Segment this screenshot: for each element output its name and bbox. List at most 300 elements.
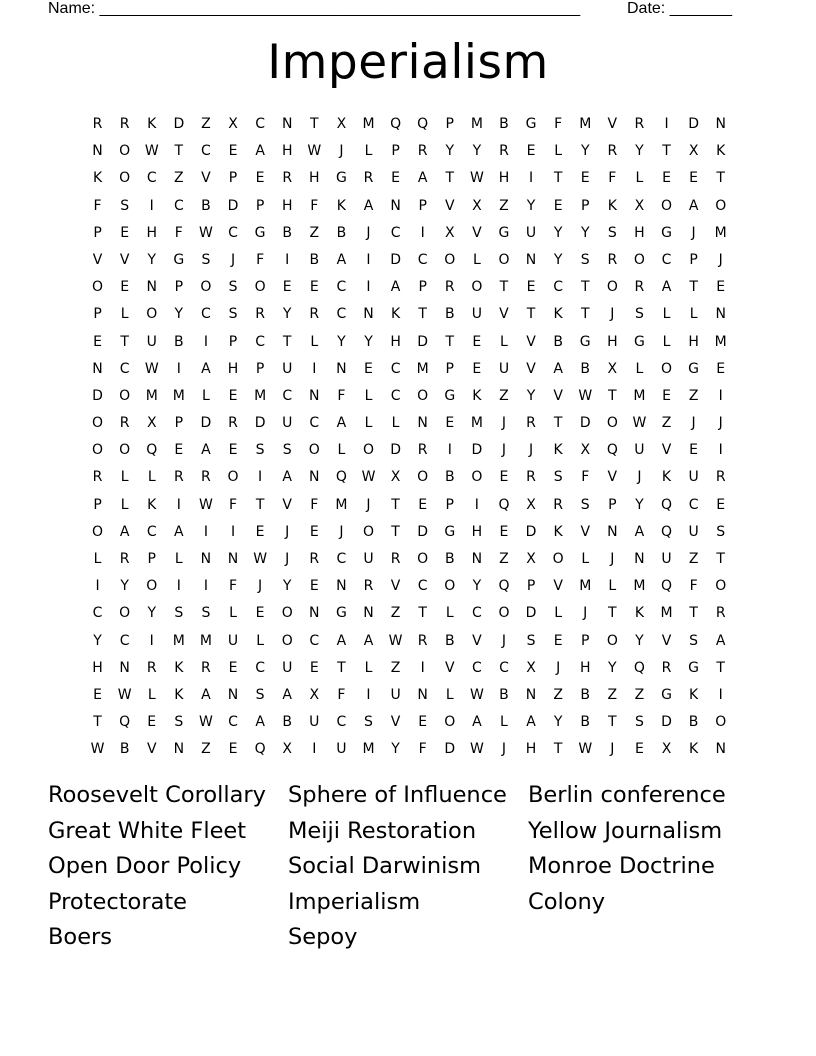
grid-letter[interactable]: O xyxy=(417,469,429,486)
grid-letter[interactable]: N xyxy=(634,551,645,567)
grid-letter[interactable]: U xyxy=(282,659,293,676)
grid-letter[interactable]: Y xyxy=(445,143,455,160)
grid-letter[interactable]: E xyxy=(255,605,265,622)
grid-letter[interactable]: D xyxy=(579,415,591,432)
grid-letter[interactable]: T xyxy=(553,170,563,187)
grid-letter[interactable]: C xyxy=(146,523,157,540)
grid-letter[interactable]: E xyxy=(120,279,130,296)
grid-letter[interactable]: H xyxy=(92,659,103,676)
grid-letter[interactable]: Z xyxy=(688,551,699,567)
grid-letter[interactable]: P xyxy=(445,360,454,377)
grid-letter[interactable]: H xyxy=(634,224,645,241)
grid-letter[interactable]: L xyxy=(337,442,346,459)
grid-letter[interactable]: J xyxy=(691,224,696,241)
grid-letter[interactable]: E xyxy=(228,741,238,758)
grid-letter[interactable]: Y xyxy=(120,578,129,595)
grid-letter[interactable]: Y xyxy=(147,605,157,622)
grid-letter[interactable]: H xyxy=(525,741,537,758)
grid-letter[interactable]: G xyxy=(579,333,591,350)
grid-letter[interactable]: H xyxy=(146,224,157,241)
grid-letter[interactable]: O xyxy=(444,251,456,268)
grid-letter[interactable]: A xyxy=(634,523,645,540)
grid-letter[interactable]: S xyxy=(580,251,590,268)
grid-letter[interactable]: O xyxy=(227,469,239,486)
grid-letter[interactable]: F xyxy=(608,170,617,187)
grid-letter[interactable]: Y xyxy=(580,224,590,241)
grid-letter[interactable]: O xyxy=(606,415,618,432)
grid-letter[interactable]: O xyxy=(281,605,293,622)
grid-letter[interactable]: A xyxy=(255,143,265,160)
grid-letter[interactable]: O xyxy=(661,197,673,214)
grid-letter[interactable]: J xyxy=(718,251,723,268)
grid-letter[interactable]: Y xyxy=(553,224,563,241)
grid-letter[interactable]: Y xyxy=(174,306,184,323)
grid-letter[interactable]: M xyxy=(470,116,483,132)
grid-letter[interactable]: F xyxy=(310,197,319,214)
grid-letter[interactable]: V xyxy=(444,659,455,676)
grid-letter[interactable]: Q xyxy=(633,659,645,676)
grid-letter[interactable]: I xyxy=(176,578,181,595)
grid-letter[interactable]: O xyxy=(498,251,510,268)
grid-letter[interactable]: O xyxy=(92,415,104,432)
grid-letter[interactable]: V xyxy=(92,251,103,268)
grid-letter[interactable]: O xyxy=(119,605,131,622)
grid-letter[interactable]: N xyxy=(92,360,103,377)
grid-letter[interactable]: T xyxy=(391,496,400,513)
grid-letter[interactable]: A xyxy=(282,686,292,703)
grid-letter[interactable]: M xyxy=(579,116,592,132)
grid-letter[interactable]: C xyxy=(92,605,103,622)
grid-letter[interactable]: S xyxy=(716,523,726,540)
grid-letter[interactable]: E xyxy=(553,632,563,649)
grid-letter[interactable]: T xyxy=(553,415,563,432)
grid-letter[interactable]: L xyxy=(472,251,481,268)
grid-letter[interactable]: D xyxy=(471,442,483,459)
grid-letter[interactable]: D xyxy=(92,387,103,404)
grid-letter[interactable]: M xyxy=(714,333,727,350)
grid-letter[interactable]: L xyxy=(608,578,617,595)
grid-letter[interactable]: N xyxy=(607,523,618,540)
grid-letter[interactable]: S xyxy=(689,632,699,649)
grid-letter[interactable]: P xyxy=(581,197,590,214)
grid-letter[interactable]: P xyxy=(418,197,427,214)
grid-letter[interactable]: V xyxy=(607,116,618,132)
grid-letter[interactable]: C xyxy=(173,197,184,214)
grid-letter[interactable]: T xyxy=(580,306,590,323)
grid-letter[interactable]: U xyxy=(498,360,510,377)
grid-letter[interactable]: B xyxy=(444,469,455,486)
grid-letter[interactable]: N xyxy=(336,360,347,377)
grid-letter[interactable]: O xyxy=(119,387,131,404)
grid-letter[interactable]: X xyxy=(336,116,347,132)
grid-letter[interactable]: H xyxy=(281,143,293,160)
grid-letter[interactable]: T xyxy=(174,143,184,160)
grid-letter[interactable]: C xyxy=(336,279,347,296)
grid-letter[interactable]: H xyxy=(579,659,591,676)
grid-letter[interactable]: G xyxy=(688,659,700,676)
grid-letter[interactable]: S xyxy=(174,714,184,731)
grid-letter[interactable]: R xyxy=(634,279,645,296)
grid-letter[interactable]: V xyxy=(553,387,563,404)
grid-letter[interactable]: O xyxy=(362,442,374,459)
grid-letter[interactable]: O xyxy=(92,279,104,296)
grid-letter[interactable]: R xyxy=(92,116,103,132)
grid-letter[interactable]: H xyxy=(471,523,483,540)
grid-letter[interactable]: T xyxy=(716,551,725,567)
grid-letter[interactable]: Q xyxy=(661,578,673,595)
grid-letter[interactable]: Y xyxy=(282,578,292,595)
grid-letter[interactable]: M xyxy=(362,741,375,758)
grid-letter[interactable]: W xyxy=(199,496,213,513)
grid-letter[interactable]: R xyxy=(499,143,509,160)
grid-letter[interactable]: D xyxy=(227,197,239,214)
grid-letter[interactable]: K xyxy=(689,686,699,703)
grid-letter[interactable]: C xyxy=(309,415,320,432)
grid-letter[interactable]: C xyxy=(146,170,157,187)
grid-letter[interactable]: Z xyxy=(499,551,509,567)
grid-letter[interactable]: L xyxy=(689,306,698,323)
grid-letter[interactable]: R xyxy=(363,578,374,595)
grid-letter[interactable]: E xyxy=(282,279,292,296)
grid-letter[interactable]: S xyxy=(364,714,373,731)
grid-letter[interactable]: A xyxy=(553,360,563,377)
grid-letter[interactable]: H xyxy=(227,360,239,377)
grid-letter[interactable]: P xyxy=(93,496,102,513)
grid-letter[interactable]: Q xyxy=(390,116,402,132)
grid-letter[interactable]: E xyxy=(499,523,509,540)
grid-letter[interactable]: T xyxy=(120,333,129,350)
grid-letter[interactable]: Z xyxy=(553,686,563,703)
grid-letter[interactable]: R xyxy=(309,551,320,567)
grid-letter[interactable]: E xyxy=(309,578,319,595)
grid-letter[interactable]: N xyxy=(309,469,320,486)
grid-letter[interactable]: X xyxy=(688,143,699,160)
grid-letter[interactable]: G xyxy=(661,224,672,241)
grid-letter[interactable]: O xyxy=(417,387,429,404)
grid-letter[interactable]: Z xyxy=(201,116,211,132)
grid-letter[interactable]: J xyxy=(718,415,723,432)
grid-letter[interactable]: M xyxy=(416,360,429,377)
grid-letter[interactable]: O xyxy=(308,442,320,459)
grid-letter[interactable]: E xyxy=(634,741,644,758)
grid-letter[interactable]: U xyxy=(661,551,672,567)
grid-letter[interactable]: O xyxy=(606,632,618,649)
grid-letter[interactable]: J xyxy=(339,523,344,540)
grid-letter[interactable]: R xyxy=(119,116,130,132)
grid-letter[interactable]: E xyxy=(147,714,157,731)
grid-letter[interactable]: A xyxy=(255,714,265,731)
grid-letter[interactable]: L xyxy=(310,333,319,350)
grid-letter[interactable]: V xyxy=(444,197,455,214)
grid-letter[interactable]: E xyxy=(309,659,319,676)
grid-letter[interactable]: K xyxy=(634,605,645,622)
grid-letter[interactable]: E xyxy=(228,442,238,459)
grid-letter[interactable]: I xyxy=(420,659,425,676)
grid-letter[interactable]: T xyxy=(716,659,725,676)
grid-letter[interactable]: S xyxy=(174,605,184,622)
grid-letter[interactable]: B xyxy=(201,197,211,214)
grid-letter[interactable]: R xyxy=(390,551,401,567)
grid-letter[interactable]: W xyxy=(117,686,132,703)
grid-letter[interactable]: J xyxy=(258,578,263,595)
grid-letter[interactable]: B xyxy=(444,551,455,567)
grid-letter[interactable]: D xyxy=(444,741,456,758)
grid-letter[interactable]: Y xyxy=(608,659,617,676)
grid-letter[interactable]: H xyxy=(390,333,401,350)
grid-letter[interactable]: C xyxy=(553,279,564,296)
grid-letter[interactable]: A xyxy=(417,170,428,187)
grid-letter[interactable]: I xyxy=(149,632,154,649)
grid-letter[interactable]: T xyxy=(580,279,590,296)
grid-letter[interactable]: W xyxy=(144,360,159,377)
grid-letter[interactable]: X xyxy=(472,197,482,214)
grid-letter[interactable]: L xyxy=(364,143,373,160)
grid-letter[interactable]: T xyxy=(689,605,698,622)
grid-letter[interactable]: D xyxy=(173,116,185,132)
grid-letter[interactable]: C xyxy=(417,578,428,595)
grid-letter[interactable]: I xyxy=(528,170,534,187)
grid-letter[interactable]: B xyxy=(553,333,563,350)
grid-letter[interactable]: X xyxy=(607,360,618,377)
grid-letter[interactable]: N xyxy=(227,551,239,567)
grid-letter[interactable]: F xyxy=(174,224,183,241)
grid-letter[interactable]: Y xyxy=(635,143,644,160)
grid-letter[interactable]: P xyxy=(526,578,536,595)
grid-letter[interactable]: K xyxy=(553,523,563,540)
grid-letter[interactable]: W xyxy=(144,143,159,160)
grid-letter[interactable]: A xyxy=(201,686,211,703)
grid-letter[interactable]: M xyxy=(254,387,267,404)
grid-letter[interactable]: J xyxy=(285,523,290,540)
grid-letter[interactable]: O xyxy=(498,605,510,622)
grid-letter[interactable]: F xyxy=(418,741,427,758)
grid-letter[interactable]: E xyxy=(418,496,428,513)
grid-letter[interactable]: M xyxy=(579,578,592,595)
grid-letter[interactable]: O xyxy=(552,551,564,567)
grid-letter[interactable]: Q xyxy=(661,523,673,540)
grid-letter[interactable]: M xyxy=(172,387,185,404)
grid-letter[interactable]: K xyxy=(147,496,157,513)
grid-letter[interactable]: A xyxy=(201,442,211,459)
grid-letter[interactable]: C xyxy=(390,360,401,377)
grid-letter[interactable]: F xyxy=(689,578,698,595)
grid-letter[interactable]: K xyxy=(716,143,726,160)
grid-letter[interactable]: S xyxy=(634,306,644,323)
grid-letter[interactable]: J xyxy=(366,224,371,241)
grid-letter[interactable]: N xyxy=(173,741,185,758)
grid-letter[interactable]: K xyxy=(553,306,563,323)
grid-letter[interactable]: E xyxy=(120,224,130,241)
grid-letter[interactable]: X xyxy=(526,659,536,676)
grid-letter[interactable]: D xyxy=(200,415,212,432)
grid-letter[interactable]: V xyxy=(472,632,482,649)
grid-letter[interactable]: V xyxy=(499,306,509,323)
grid-letter[interactable]: K xyxy=(92,170,103,187)
grid-letter[interactable]: I xyxy=(366,686,371,703)
grid-letter[interactable]: O xyxy=(92,523,104,540)
grid-letter[interactable]: P xyxy=(255,197,265,214)
grid-letter[interactable]: Y xyxy=(364,333,373,350)
grid-letter[interactable]: N xyxy=(715,306,726,323)
grid-letter[interactable]: I xyxy=(718,686,723,703)
grid-letter[interactable]: R xyxy=(201,469,211,486)
grid-letter[interactable]: O xyxy=(715,578,727,595)
grid-letter[interactable]: I xyxy=(258,469,263,486)
grid-letter[interactable]: W xyxy=(307,143,322,160)
grid-letter[interactable]: B xyxy=(580,360,591,377)
grid-letter[interactable]: W xyxy=(469,686,484,703)
grid-letter[interactable]: P xyxy=(445,116,454,132)
grid-letter[interactable]: X xyxy=(309,686,320,703)
grid-letter[interactable]: D xyxy=(390,251,401,268)
grid-letter[interactable]: X xyxy=(146,415,157,432)
grid-letter[interactable]: L xyxy=(147,469,156,486)
grid-letter[interactable]: H xyxy=(498,170,510,187)
grid-letter[interactable]: W xyxy=(578,741,593,758)
grid-letter[interactable]: A xyxy=(119,523,130,540)
grid-letter[interactable]: B xyxy=(444,306,455,323)
grid-letter[interactable]: B xyxy=(309,251,320,268)
grid-letter[interactable]: I xyxy=(474,496,479,513)
grid-letter[interactable]: Y xyxy=(472,143,482,160)
grid-letter[interactable]: L xyxy=(635,170,644,187)
grid-letter[interactable]: A xyxy=(336,251,347,268)
grid-letter[interactable]: T xyxy=(391,523,400,540)
grid-letter[interactable]: Z xyxy=(688,387,699,404)
grid-letter[interactable]: A xyxy=(661,279,672,296)
grid-letter[interactable]: T xyxy=(526,306,536,323)
grid-letter[interactable]: R xyxy=(92,469,103,486)
grid-letter[interactable]: S xyxy=(120,197,130,214)
grid-letter[interactable]: G xyxy=(444,523,456,540)
grid-letter[interactable]: H xyxy=(281,197,293,214)
grid-letter[interactable]: P xyxy=(608,496,617,513)
grid-letter[interactable]: E xyxy=(255,523,265,540)
grid-letter[interactable]: F xyxy=(93,197,102,214)
grid-letter[interactable]: R xyxy=(634,116,645,132)
grid-letter[interactable]: V xyxy=(472,224,482,241)
grid-letter[interactable]: R xyxy=(255,306,265,323)
grid-letter[interactable]: G xyxy=(335,170,347,187)
grid-letter[interactable]: Y xyxy=(580,143,590,160)
grid-letter[interactable]: W xyxy=(90,741,105,758)
grid-letter[interactable]: C xyxy=(390,387,401,404)
grid-letter[interactable]: H xyxy=(688,333,699,350)
grid-letter[interactable]: K xyxy=(689,741,699,758)
grid-letter[interactable]: C xyxy=(255,659,265,676)
grid-letter[interactable]: M xyxy=(714,224,727,241)
grid-letter[interactable]: V xyxy=(526,360,536,377)
grid-letter[interactable]: I xyxy=(718,442,723,459)
grid-letter[interactable]: J xyxy=(501,741,507,758)
grid-letter[interactable]: C xyxy=(417,251,428,268)
grid-letter[interactable]: Y xyxy=(337,333,346,350)
grid-letter[interactable]: U xyxy=(363,551,374,567)
grid-letter[interactable]: X xyxy=(580,442,591,459)
grid-letter[interactable]: Z xyxy=(201,741,211,758)
grid-letter[interactable]: D xyxy=(688,116,699,132)
grid-letter[interactable]: R xyxy=(363,170,374,187)
grid-letter[interactable]: Z xyxy=(390,605,401,622)
grid-letter[interactable]: E xyxy=(309,523,319,540)
grid-letter[interactable]: S xyxy=(526,632,536,649)
grid-letter[interactable]: N xyxy=(309,387,320,404)
grid-letter[interactable]: K xyxy=(147,116,157,132)
grid-letter[interactable]: L xyxy=(229,605,237,622)
grid-letter[interactable]: K xyxy=(174,686,184,703)
grid-letter[interactable]: N xyxy=(200,551,212,567)
grid-letter[interactable]: C xyxy=(336,714,347,731)
grid-letter[interactable]: P xyxy=(581,632,590,649)
grid-letter[interactable]: E xyxy=(662,387,671,404)
grid-letter[interactable]: O xyxy=(146,306,158,323)
grid-letter[interactable]: R xyxy=(526,469,536,486)
grid-letter[interactable]: N xyxy=(471,551,483,567)
grid-letter[interactable]: E xyxy=(391,170,400,187)
grid-letter[interactable]: T xyxy=(445,333,455,350)
grid-letter[interactable]: E xyxy=(472,333,482,350)
grid-letter[interactable]: L xyxy=(202,387,210,404)
grid-letter[interactable]: E xyxy=(93,686,102,703)
grid-letter[interactable]: A xyxy=(715,632,726,649)
grid-letter[interactable]: N xyxy=(390,197,401,214)
grid-letter[interactable]: S xyxy=(201,605,211,622)
grid-letter[interactable]: E xyxy=(499,469,509,486)
grid-letter[interactable]: G xyxy=(335,605,347,622)
grid-letter[interactable]: D xyxy=(417,333,429,350)
grid-letter[interactable]: C xyxy=(471,659,482,676)
grid-letter[interactable]: R xyxy=(119,415,130,432)
grid-letter[interactable]: G xyxy=(688,360,700,377)
grid-letter[interactable]: S xyxy=(255,686,265,703)
date-field-label[interactable]: Date: _______ xyxy=(627,0,732,17)
grid-letter[interactable]: I xyxy=(312,741,317,758)
grid-letter[interactable]: F xyxy=(256,251,265,268)
grid-letter[interactable]: J xyxy=(501,442,507,459)
grid-letter[interactable]: U xyxy=(688,469,699,486)
grid-letter[interactable]: D xyxy=(390,442,401,459)
grid-letter[interactable]: E xyxy=(526,143,536,160)
grid-letter[interactable]: T xyxy=(662,143,671,160)
grid-letter[interactable]: L xyxy=(662,306,671,323)
grid-letter[interactable]: T xyxy=(93,714,102,731)
grid-letter[interactable]: R xyxy=(201,659,211,676)
grid-letter[interactable]: A xyxy=(363,632,374,649)
grid-letter[interactable]: B xyxy=(499,116,509,132)
grid-letter[interactable]: G xyxy=(661,686,672,703)
grid-letter[interactable]: S xyxy=(228,306,238,323)
grid-letter[interactable]: O xyxy=(119,442,131,459)
grid-letter[interactable]: E xyxy=(662,170,671,187)
grid-letter[interactable]: L xyxy=(147,686,156,703)
grid-letter[interactable]: J xyxy=(366,496,371,513)
grid-letter[interactable]: J xyxy=(610,551,615,567)
grid-letter[interactable]: S xyxy=(228,279,238,296)
grid-letter[interactable]: O xyxy=(281,632,293,649)
grid-letter[interactable]: O xyxy=(200,279,212,296)
grid-letter[interactable]: B xyxy=(336,224,347,241)
grid-letter[interactable]: O xyxy=(362,523,374,540)
grid-letter[interactable]: D xyxy=(525,523,537,540)
grid-letter[interactable]: R xyxy=(282,170,293,187)
grid-letter[interactable]: S xyxy=(634,714,644,731)
grid-letter[interactable]: Z xyxy=(607,686,618,703)
grid-letter[interactable]: E xyxy=(228,387,238,404)
grid-letter[interactable]: N xyxy=(417,686,428,703)
grid-letter[interactable]: T xyxy=(418,306,427,323)
grid-letter[interactable]: Q xyxy=(606,442,618,459)
grid-letter[interactable]: R xyxy=(553,496,563,513)
